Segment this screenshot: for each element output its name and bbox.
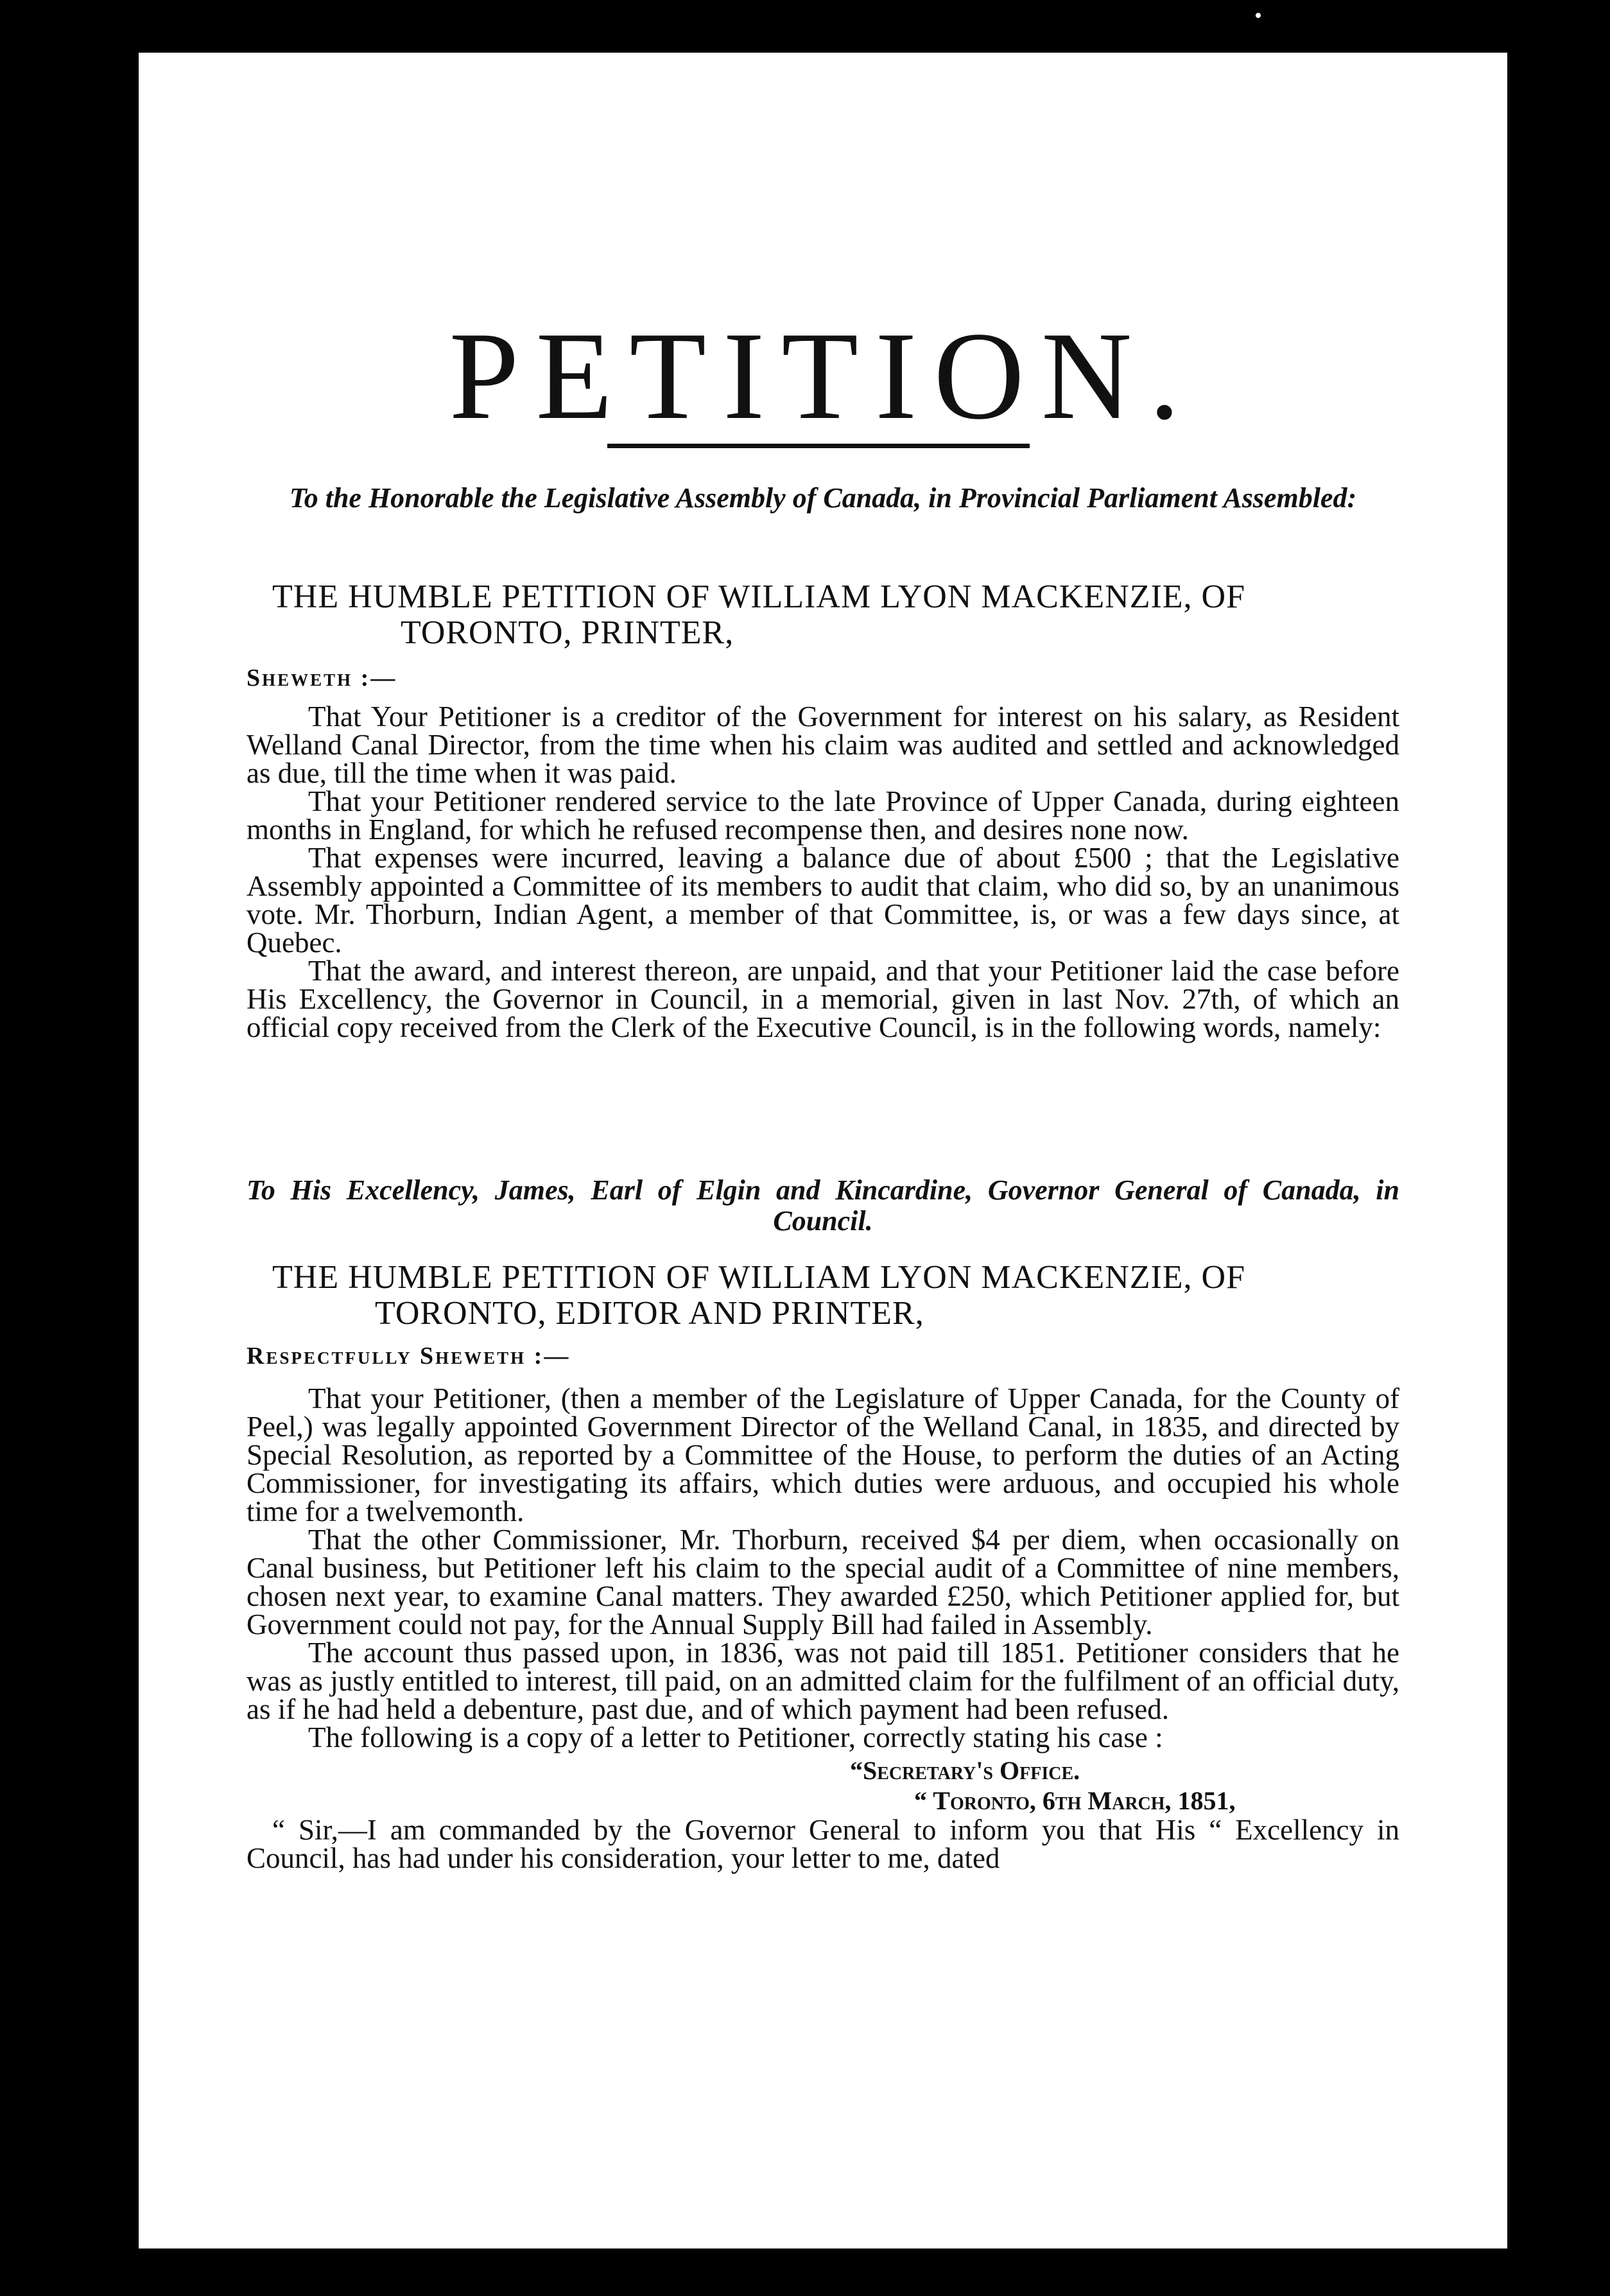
paragraph-5: That your Petitioner, (then a member of the Legislature of Upper Canada, for the County of Peel,) was legally appointed Government Director of the Welland Canal, in 1835, and directed by Special Resolution, as reported by a Committee of the House, to perform the duties of an Acting Commissioner, for investigating its affairs, which duties were arduous, and occupied his whole time for a twelvemonth. [247, 1382, 1399, 1527]
section-petition-assembly [247, 483, 1399, 514]
respectfully-sheweth-label: Respectfully Sheweth :— [247, 1343, 571, 1370]
heading-1-line-1: THE HUMBLE PETITION OF WILLIAM LYON MACKENZIE, OF [272, 578, 1246, 615]
paragraph-6: That the other Commissioner, Mr. Thorburn, received $4 per diem, when occasionally on Canal business, but Petitioner left his claim to the special audit of a Committee of nine members, chosen next year, to examine Canal matters. They awarded £250, which Petitioner applied for, but Government could not pay, for the Annual Supply Bill had failed in Assembly. [247, 1524, 1399, 1640]
section-memorial [247, 1175, 1399, 1237]
address-assembly: To the Honorable the Legislative Assembly of Canada, in Provincial Parliament Assembled: [289, 482, 1357, 514]
document-title: PETITION. [449, 306, 1197, 446]
paragraph-7: The account thus passed upon, in 1836, was not paid till 1851. Petitioner considers that he was as justly entitled to interest, till paid, on an admitted claim for the fulfilment of an official duty, as if he had held a debenture, past due, and of which payment had been refused. [247, 1637, 1399, 1725]
heading-1-line-2: TORONTO, PRINTER, [401, 614, 734, 651]
secretary-office-line: “Secretary's Office. [850, 1756, 1080, 1785]
scan-speck [1256, 13, 1261, 18]
sheweth-label: Sheweth :— [247, 665, 397, 691]
paragraph-3: That expenses were incurred, leaving a balance due of about £500 ; that the Legislative Assembly appointed a Committee of its members to audit that claim, who did so, by an unanimous vote. Mr. Thorburn, Indian Agent, a member of that Committee, is, or was a few days since, at Quebec. [247, 842, 1399, 959]
paragraph-8: The following is a copy of a letter to Petitioner, correctly stating his case : [308, 1721, 1163, 1753]
heading-2-line-1: THE HUMBLE PETITION OF WILLIAM LYON MACKENZIE, OF [272, 1259, 1246, 1296]
paragraph-4: That the award, and interest thereon, are unpaid, and that your Petitioner laid the case before His Excellency, the Governor in Council, in a memorial, given in last Nov. 27th, of which an official copy received from the Clerk of the Executive Council, is in the following words, namely: [247, 955, 1399, 1043]
paragraph-2: That your Petitioner rendered service to the late Province of Upper Canada, during eighteen months in England, for which he refused recompense then, and desires none now. [247, 785, 1399, 846]
title-rule [607, 444, 1030, 448]
toronto-dateline: “ Toronto, 6th March, 1851, [914, 1786, 1236, 1815]
document-page [139, 53, 1507, 2248]
body-section-2 [247, 1342, 1399, 1872]
body-section-1 [247, 664, 1399, 1041]
address-governor: To His Excellency, James, Earl of Elgin and Kincardine, Governor General of Canada, in Council. [247, 1174, 1399, 1237]
heading-2-line-2: TORONTO, EDITOR AND PRINTER, [375, 1295, 924, 1332]
letter-opening: “ Sir,—I am commanded by the Governor General to inform you that His “ Excellency in Council, has had under his consideration, your letter to me, dated [247, 1814, 1399, 1874]
paragraph-1: That Your Petitioner is a creditor of the Government for interest on his salary, as Resident Welland Canal Director, from the time when his claim was audited and settled and acknowledged as due, till the time when it was paid. [247, 700, 1399, 789]
petition-heading-1 [247, 579, 1399, 651]
petition-heading-2 [247, 1260, 1399, 1332]
